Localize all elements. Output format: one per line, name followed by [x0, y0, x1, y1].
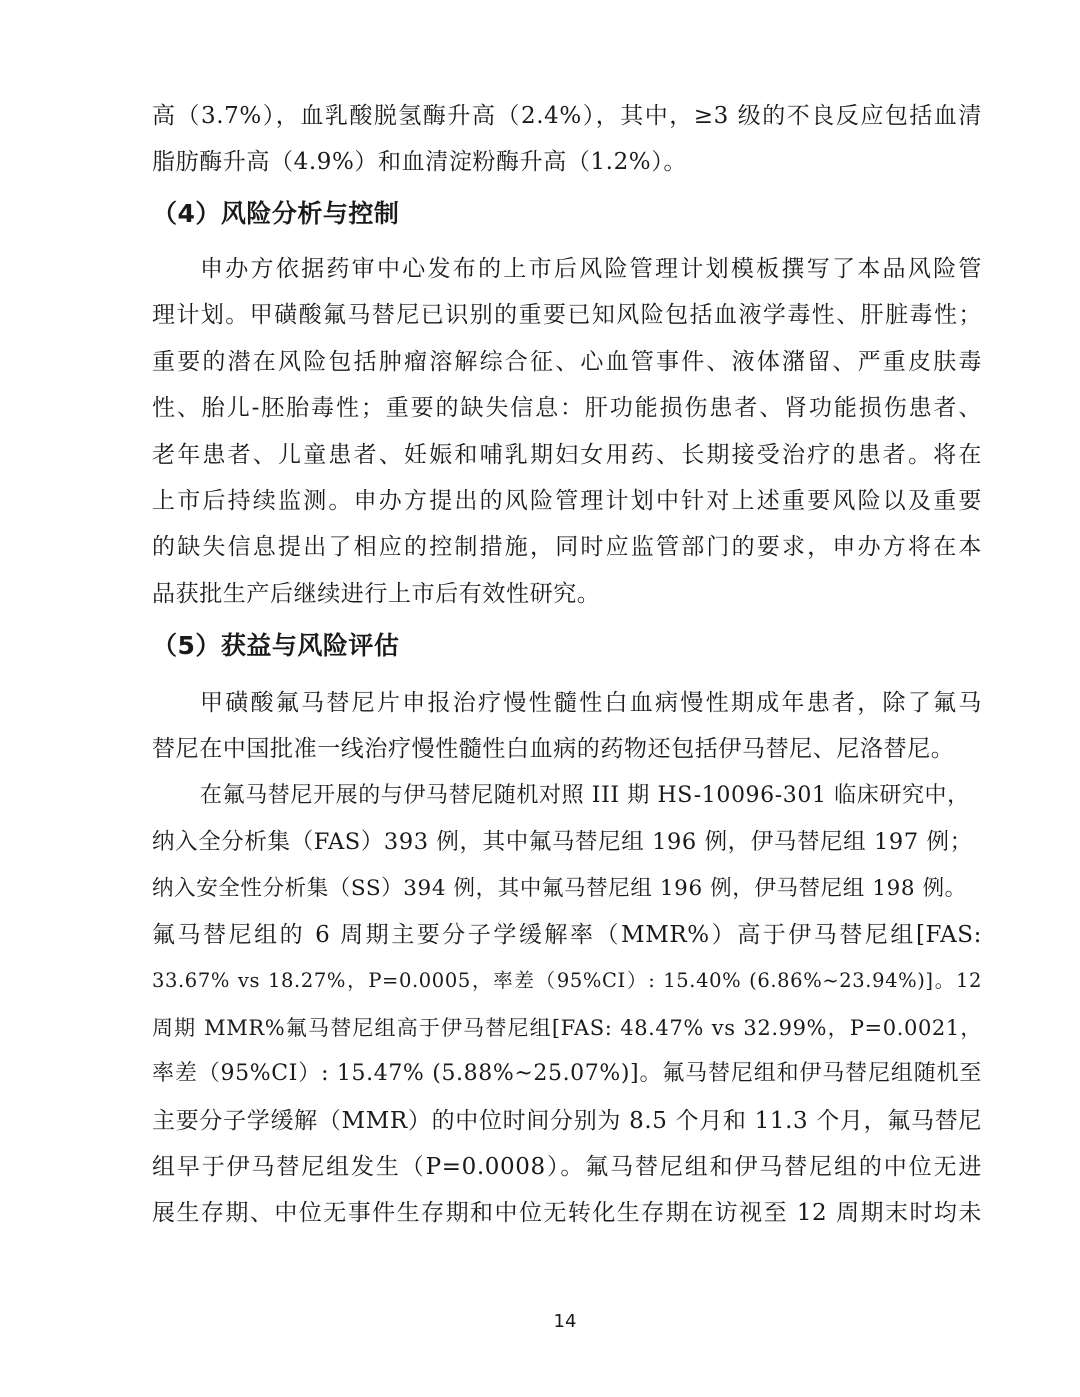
paragraph-line: 纳入安全性分析集（SS）394 例，其中氟马替尼组 196 例，伊马替尼组 198 例。 — [152, 876, 967, 901]
section-heading-benefit-risk: （5）获益与风险评估 — [152, 631, 400, 660]
paragraph-line: 率差（95%CI）: 15.47% (5.88%~25.07%)]。氟马替尼组和伊马替尼组随机至 — [152, 1061, 982, 1086]
paragraph-line: 替尼在中国批准一线治疗慢性髓性白血病的药物还包括伊马替尼、尼洛替尼。 — [152, 736, 955, 762]
paragraph-line: 的缺失信息提出了相应的控制措施，同时应监管部门的要求，申办方将在本 — [152, 534, 982, 560]
paragraph-line: 33.67% vs 18.27%，P=0.0005，率差（95%CI）: 15.40% (6.86%~23.94%)]。12 — [152, 969, 982, 992]
paragraph-line: 老年患者、儿童患者、妊娠和哺乳期妇女用药、长期接受治疗的患者。将在 — [152, 442, 982, 468]
paragraph-line: 纳入全分析集（FAS）393 例，其中氟马替尼组 196 例，伊马替尼组 197 例； — [152, 829, 973, 855]
paragraph-line: 组早于伊马替尼组发生（P=0.0008）。氟马替尼组和伊马替尼组的中位无进 — [152, 1154, 982, 1180]
page-number: 14 — [553, 1311, 577, 1332]
paragraph-line: 重要的潜在风险包括肿瘤溶解综合征、心血管事件、液体潴留、严重皮肤毒 — [152, 349, 982, 375]
paragraph-line: 性、胎儿-胚胎毒性；重要的缺失信息：肝功能损伤患者、肾功能损伤患者、 — [152, 395, 982, 421]
paragraph-line: 展生存期、中位无事件生存期和中位无转化生存期在访视至 12 周期末时均未 — [152, 1200, 982, 1226]
paragraph-line: 品获批生产后继续进行上市后有效性研究。 — [152, 581, 601, 607]
paragraph-line: 主要分子学缓解（MMR）的中位时间分别为 8.5 个月和 11.3 个月，氟马替尼 — [152, 1108, 982, 1134]
paragraph-line: 甲磺酸氟马替尼片申报治疗慢性髓性白血病慢性期成年患者，除了氟马 — [200, 690, 982, 716]
section-heading-risk-analysis: （4）风险分析与控制 — [152, 199, 400, 228]
paragraph-line: 在氟马替尼开展的与伊马替尼随机对照 III 期 HS-10096-301 临床研究中， — [200, 783, 970, 808]
paragraph-line: 周期 MMR%氟马替尼组高于伊马替尼组[FAS: 48.47% vs 32.99%，P=0.0021， — [152, 1016, 982, 1040]
paragraph-line: 上市后持续监测。申办方提出的风险管理计划中针对上述重要风险以及重要 — [152, 488, 982, 514]
paragraph-line: 高（3.7%），血乳酸脱氢酶升高（2.4%），其中，≥3 级的不良反应包括血清 — [152, 103, 982, 129]
paragraph-line: 理计划。甲磺酸氟马替尼已识别的重要已知风险包括血液学毒性、肝脏毒性； — [152, 302, 982, 328]
paragraph-line: 申办方依据药审中心发布的上市后风险管理计划模板撰写了本品风险管 — [200, 256, 982, 282]
paragraph-line: 脂肪酶升高（4.9%）和血清淀粉酶升高（1.2%）。 — [152, 149, 687, 175]
paragraph-line: 氟马替尼组的 6 周期主要分子学缓解率（MMR%）高于伊马替尼组[FAS: — [152, 922, 982, 948]
